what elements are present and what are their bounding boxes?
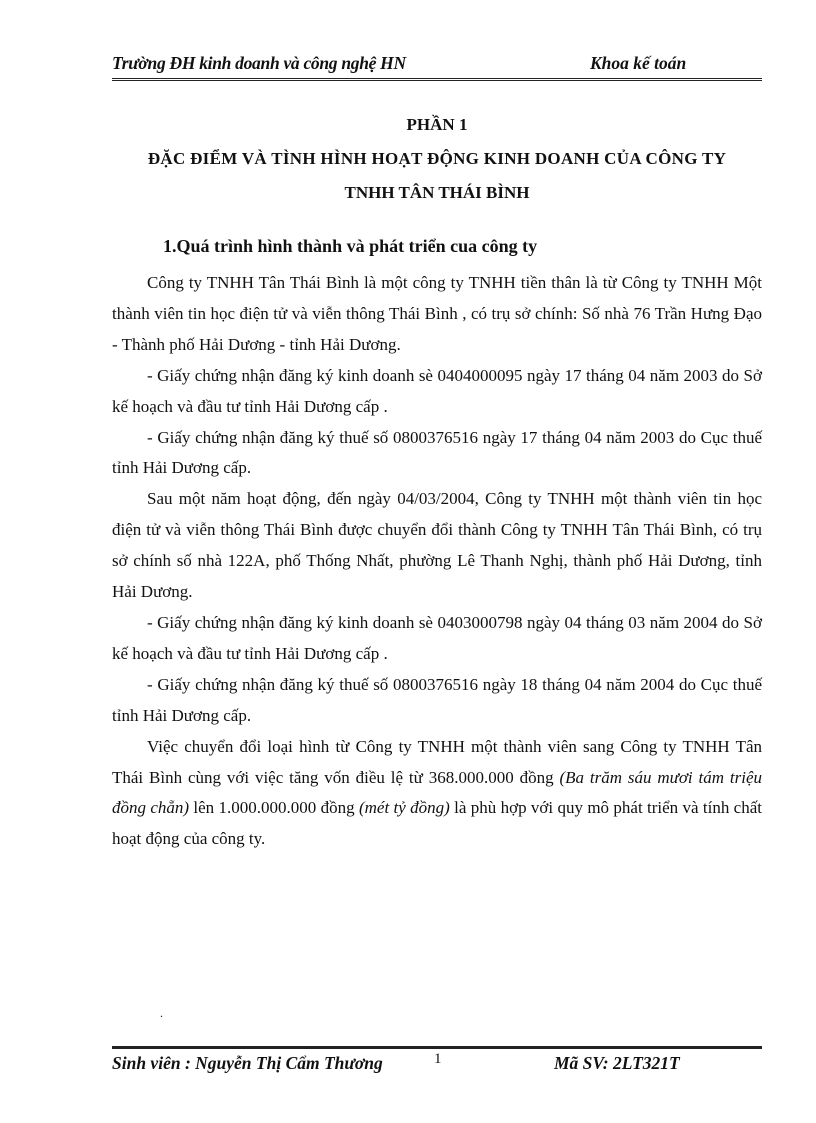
stray-mark: . (160, 1006, 163, 1020)
page-footer (112, 1046, 762, 1079)
part-title: PHẦN 1 (406, 115, 468, 134)
text-run: Việc chuyển đổi loại hình từ Công ty TNHH một thành viên sang Công ty TNHH Tân Thái Bình cùng với việc tăng vốn điều lệ từ 368.000.000 đồng (112, 736, 762, 787)
text-run: là phù hợp với quy mô phát triển và tính chất hoạt động của công ty. (112, 798, 762, 849)
header-faculty: Khoa kế toán (590, 53, 687, 73)
paragraph: - Giấy chứng nhận đăng ký thuế số 0800376516 ngày 17 tháng 04 năm 2003 do Cục thuế tỉnh Hải Dương cấp. (112, 427, 762, 478)
page-header (112, 50, 762, 81)
paragraph: - Giấy chứng nhận đăng ký kinh doanh sè 0404000095 ngày 17 tháng 04 năm 2003 do Sở kế hoạch và đầu tư tỉnh Hải Dương cấp . (112, 365, 762, 416)
footer-student-name: Sinh viên : Nguyễn Thị Cẩm Thương (112, 1053, 383, 1073)
paragraph: Công ty TNHH Tân Thái Bình là một công ty TNHH tiền thân là từ Công ty TNHH Một thành viên tin học điện tử và viễn thông Thái Bình , có trụ sở chính: Số nhà 76 Trần Hưng Đạo - Thành phố Hải Dương - tỉnh Hải Dương. (112, 273, 762, 354)
section-heading: 1.Quá trình hình thành và phát triển cua công ty (163, 236, 538, 256)
text-run: lên 1.000.000.000 đồng (189, 798, 359, 818)
footer-student-id: Mã SV: 2LT321T (554, 1053, 680, 1073)
italic-amount-words: (Ba trăm sáu mươi tám triệu đồng chẵn) (112, 767, 763, 818)
chapter-title-line-1: ĐẶC ĐIỂM VÀ TÌNH HÌNH HOẠT ĐỘNG KINH DOANH CỦA CÔNG TY (147, 149, 727, 168)
italic-amount-words: (mét tỷ đồng) (358, 798, 450, 818)
page-number: 1 (434, 1051, 442, 1067)
body-text (112, 268, 762, 855)
header-school: Trường ĐH kinh doanh và công nghệ HN (112, 53, 406, 73)
paragraph: - Giấy chứng nhận đăng ký thuế số 0800376516 ngày 18 tháng 04 năm 2004 do Cục thuế tỉnh Hải Dương cấp. (112, 674, 762, 725)
paragraph: Sau một năm hoạt động, đến ngày 04/03/2004, Công ty TNHH một thành viên tin học điện tử và viễn thông Thái Bình được chuyển đổi thành Công ty TNHH Tân Thái Bình, có trụ sở chính số nhà 122A, phố Thống Nhất, phường Lê Thanh Nghị, thành phố Hải Dương, tỉnh Hải Dương. (112, 489, 762, 602)
chapter-titles (112, 108, 762, 210)
paragraph-capital-change (112, 732, 762, 856)
chapter-title-line-2: TNHH TÂN THÁI BÌNH (344, 183, 530, 202)
paragraph: - Giấy chứng nhận đăng ký kinh doanh sè 0403000798 ngày 04 tháng 03 năm 2004 do Sở kế hoạch và đầu tư tỉnh Hải Dương cấp . (112, 612, 762, 663)
